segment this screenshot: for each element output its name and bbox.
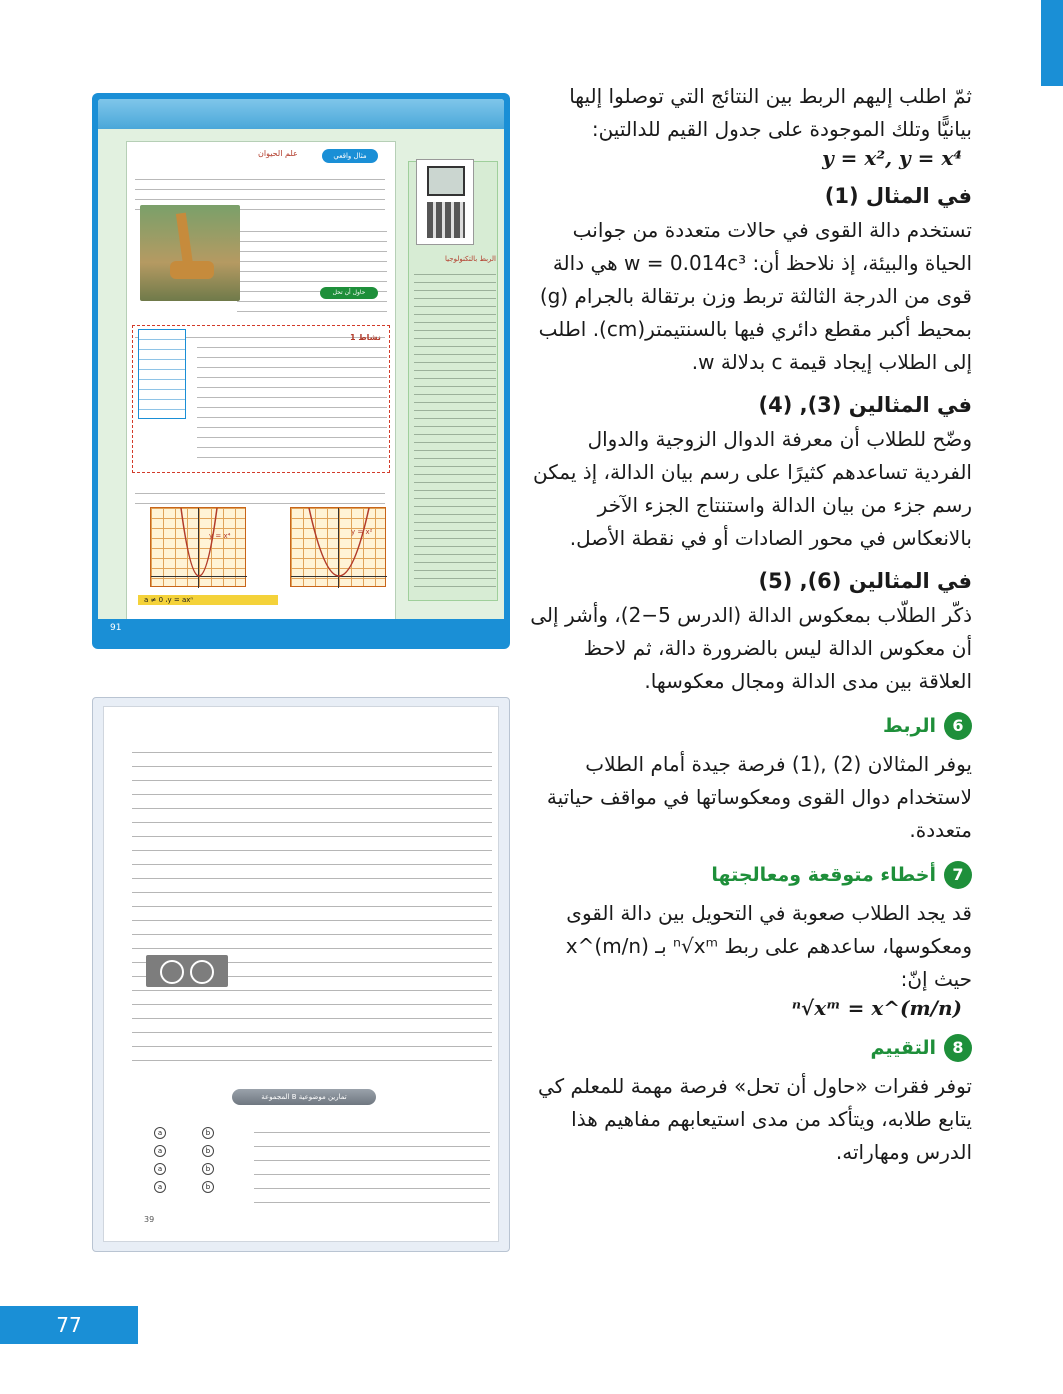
- section-8-text: توفر فقرات «حاول أن تحل» فرصة مهمة للمعلم كي يتابع طلابه، ويتأكد من مدى استيعابهم مفاهيم هذا الدرس ومهاراته.: [537, 1074, 972, 1164]
- page-number: 77: [56, 1313, 82, 1337]
- intro-formula: y = x², y = x⁴: [822, 146, 962, 170]
- answer-b-option[interactable]: b: [202, 1145, 214, 1157]
- section-assessment-heading: [528, 1034, 972, 1062]
- section-8-title: التقييم: [870, 1037, 936, 1059]
- exercise-text-lines: [132, 739, 492, 1069]
- answer-a-column: [154, 1127, 166, 1199]
- section-7-number: 7: [944, 861, 972, 889]
- try-tag: حاول أن تحل: [320, 287, 378, 299]
- example56-text: ذكّر الطلّاب بمعكوس الدالة (الدرس 5−2)، وأشر إلى أن معكوس الدالة ليس بالضرورة دالة، ثم لاحظ العلاقة بين مدى الدالة ومجال معكوسها.: [530, 603, 972, 693]
- circles-diagram: [146, 955, 228, 987]
- textbook-page-thumbnail-1: [92, 93, 510, 649]
- example34-text: وضّح للطلاب أن معرفة الدوال الزوجية والدوال الفردية تساعدهم كثيرًا على رسم بيان الدالة، إذ يمكن رسم جزء من بيان الدالة واستنتاج الجزء الآخر بالانعكاس في محور الصادات أو في نقطة الأصل.: [532, 427, 972, 550]
- example-solution-lines: [237, 222, 387, 318]
- section-6-text: يوفر المثالان (2) ,(1) فرصة جيدة أمام الطلاب لاستخدام دوال القوى ومعكوساتها في مواقف حياتية متعددة.: [546, 752, 972, 842]
- answer-a-option[interactable]: a: [154, 1145, 166, 1157]
- objective-exercises-banner: المجموعة B تمارين موضوعية: [232, 1089, 376, 1105]
- formula-note: a ≠ 0 ،y = axⁿ: [144, 596, 194, 604]
- answer-b-option[interactable]: b: [202, 1181, 214, 1193]
- textbook-page-thumbnail-2: [92, 697, 510, 1252]
- example1-heading: في المثال (1): [824, 184, 972, 208]
- thumbnail-1-inner: [98, 99, 504, 643]
- thumbnail-2-content: [103, 706, 499, 1242]
- corner-tab: [1041, 0, 1063, 86]
- activity-values-table: [138, 329, 186, 419]
- section-6-title: الربط: [883, 715, 936, 737]
- section-connection-heading: [528, 712, 972, 740]
- graph-2-label: y = x²: [351, 528, 373, 536]
- thumbnail-1-footer: [98, 619, 504, 643]
- graph-1-label: y = x⁴: [209, 532, 231, 540]
- example1-text: تستخدم دالة القوى في حالات متعددة من جوانب الحياة والبيئة، إذ نلاحظ أن: w = 0.014c³ هي دالة قوى من الدرجة الثالثة تربط وزن برتقالة بالجرام (g) بمحيط أكبر مقطع دائري فيها بالسنتيمتر(cm). اطلب إلى الطلاب إيجاد قيمة c بدلالة w.: [538, 218, 972, 374]
- side-panel-text-lines: [414, 267, 496, 587]
- answer-a-option[interactable]: a: [154, 1163, 166, 1175]
- formula-highlight: [138, 595, 278, 605]
- answer-b-column: [202, 1127, 214, 1199]
- section-6-number: 6: [944, 712, 972, 740]
- section-7-formula: ⁿ√xᵐ = x^(m/n): [791, 996, 962, 1020]
- teacher-guide-text: [528, 80, 972, 1169]
- section-7-title: أخطاء متوقعة ومعالجتها: [711, 864, 936, 886]
- answer-a-option[interactable]: a: [154, 1181, 166, 1193]
- section-7-text: قد يجد الطلاب صعوبة في التحويل بين دالة القوى ومعكوسها، ساعدهم على ربط ⁿ√xᵐ بـ x^(m/n) حيث إنّ:: [565, 901, 972, 991]
- calculator-image: [416, 159, 474, 245]
- section-errors-heading: [528, 861, 972, 889]
- thumbnail-1-page-number: 91: [110, 623, 122, 633]
- example-tag: مثال واقعي: [322, 149, 378, 163]
- graph-y-x4: [150, 507, 246, 587]
- objective-questions-lines: [254, 1119, 490, 1203]
- thumbnail-2-page-number: 39: [144, 1215, 155, 1224]
- activity-title: نشاط 1: [350, 333, 381, 342]
- example34-heading: في المثالين (3), (4): [758, 393, 972, 417]
- answer-b-option[interactable]: b: [202, 1163, 214, 1175]
- graph-caption-lines: [135, 484, 385, 508]
- example-title: علم الحيوان: [258, 149, 298, 158]
- example56-heading: في المثالين (6), (5): [758, 569, 972, 593]
- thumbnail-1-header-band: [98, 99, 504, 129]
- answer-a-option[interactable]: a: [154, 1127, 166, 1139]
- intro-paragraph: ثمّ اطلب إليهم الربط بين النتائج التي توصلوا إليها بيانيًّا وتلك الموجودة على جدول القيم للدالتين:: [569, 84, 972, 141]
- answer-b-option[interactable]: b: [202, 1127, 214, 1139]
- section-8-number: 8: [944, 1034, 972, 1062]
- graph-y-x2: [290, 507, 386, 587]
- giraffe-photo: [140, 205, 240, 301]
- side-panel-title: الربط بالتكنولوجيا: [445, 255, 496, 263]
